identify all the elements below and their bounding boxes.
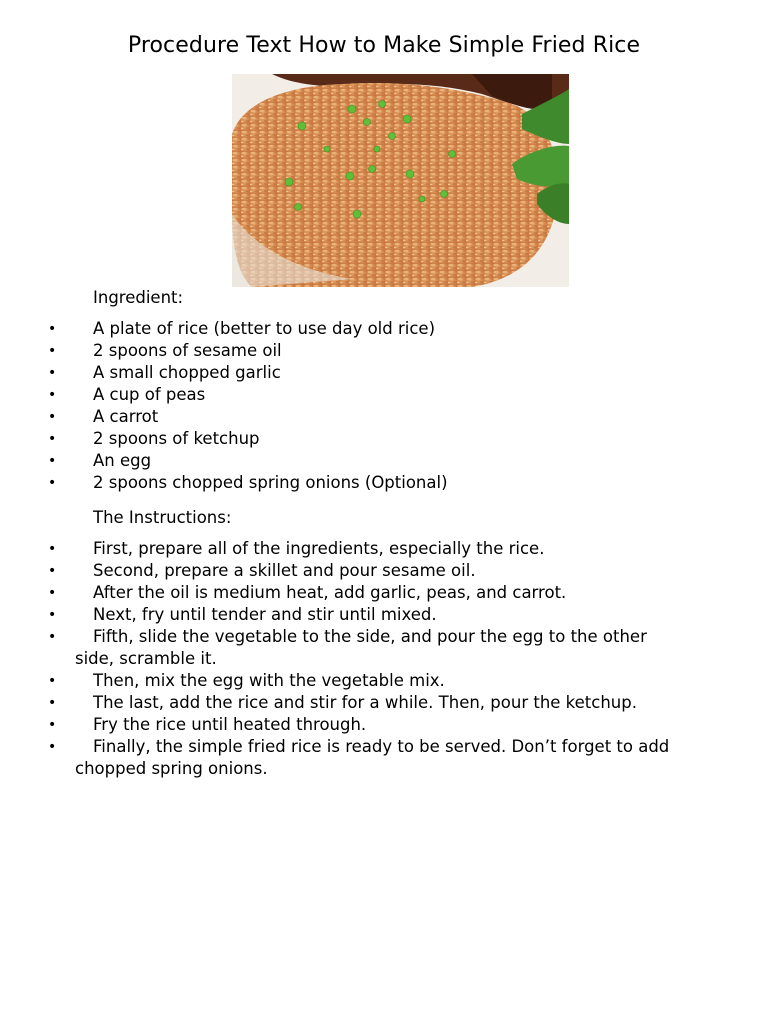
list-item bbox=[0, 384, 675, 406]
ingredient-text: A plate of rice (better to use day old rice) bbox=[93, 319, 436, 338]
instruction-text: Fifth, slide the vegetable to the side, and pour the egg to the other side, scramble it. bbox=[75, 627, 647, 668]
bullet: • bbox=[48, 409, 57, 425]
list-item bbox=[0, 340, 675, 362]
list-item bbox=[0, 604, 675, 626]
instruction-text: Then, mix the egg with the vegetable mix. bbox=[93, 671, 445, 690]
list-item bbox=[0, 450, 675, 472]
bullet: • bbox=[48, 585, 57, 601]
bullet: • bbox=[48, 475, 57, 491]
instructions-heading: The Instructions: bbox=[93, 508, 232, 527]
bullet: • bbox=[48, 343, 57, 359]
page-title: Procedure Text How to Make Simple Fried Rice bbox=[127, 33, 641, 58]
list-item bbox=[0, 670, 675, 692]
bullet: • bbox=[48, 387, 57, 403]
instruction-text: Second, prepare a skillet and pour sesame oil. bbox=[93, 561, 476, 580]
ingredient-text: 2 spoons of ketchup bbox=[93, 429, 260, 448]
bullet: • bbox=[48, 717, 57, 733]
instruction-text: Finally, the simple fried rice is ready to be served. Don’t forget to add chopped spring onions. bbox=[75, 737, 670, 778]
ingredient-text: A cup of peas bbox=[93, 385, 206, 404]
list-item bbox=[0, 318, 675, 340]
ingredients-list bbox=[0, 318, 700, 494]
list-item bbox=[0, 714, 675, 736]
bullet: • bbox=[48, 453, 57, 469]
instruction-text: Next, fry until tender and stir until mixed. bbox=[93, 605, 437, 624]
list-item bbox=[0, 406, 675, 428]
instruction-text: After the oil is medium heat, add garlic, peas, and carrot. bbox=[93, 583, 567, 602]
ingredient-text: A small chopped garlic bbox=[93, 363, 281, 382]
bullet: • bbox=[48, 365, 57, 381]
list-item bbox=[0, 736, 675, 780]
instruction-text: First, prepare all of the ingredients, especially the rice. bbox=[93, 539, 545, 558]
instructions-list bbox=[0, 538, 700, 780]
list-item bbox=[0, 692, 675, 714]
fried-rice-photo bbox=[232, 74, 569, 287]
ingredient-text: 2 spoons of sesame oil bbox=[93, 341, 282, 360]
instruction-text: Fry the rice until heated through. bbox=[93, 715, 367, 734]
ingredient-text: An egg bbox=[93, 451, 152, 470]
bullet: • bbox=[48, 321, 57, 337]
bullet: • bbox=[48, 541, 57, 557]
bullet: • bbox=[48, 607, 57, 623]
list-item bbox=[0, 538, 675, 560]
bullet: • bbox=[48, 431, 57, 447]
list-item bbox=[0, 362, 675, 384]
ingredients-heading: Ingredient: bbox=[93, 288, 184, 307]
list-item bbox=[0, 626, 675, 670]
list-item bbox=[0, 428, 675, 450]
ingredient-text: 2 spoons chopped spring onions (Optional) bbox=[93, 473, 448, 492]
bullet: • bbox=[48, 673, 57, 689]
instruction-text: The last, add the rice and stir for a while. Then, pour the ketchup. bbox=[93, 693, 637, 712]
bullet: • bbox=[48, 563, 57, 579]
list-item bbox=[0, 472, 675, 494]
bullet: • bbox=[48, 739, 57, 755]
list-item bbox=[0, 560, 675, 582]
list-item bbox=[0, 582, 675, 604]
bullet: • bbox=[48, 629, 57, 645]
bullet: • bbox=[48, 695, 57, 711]
ingredient-text: A carrot bbox=[93, 407, 159, 426]
